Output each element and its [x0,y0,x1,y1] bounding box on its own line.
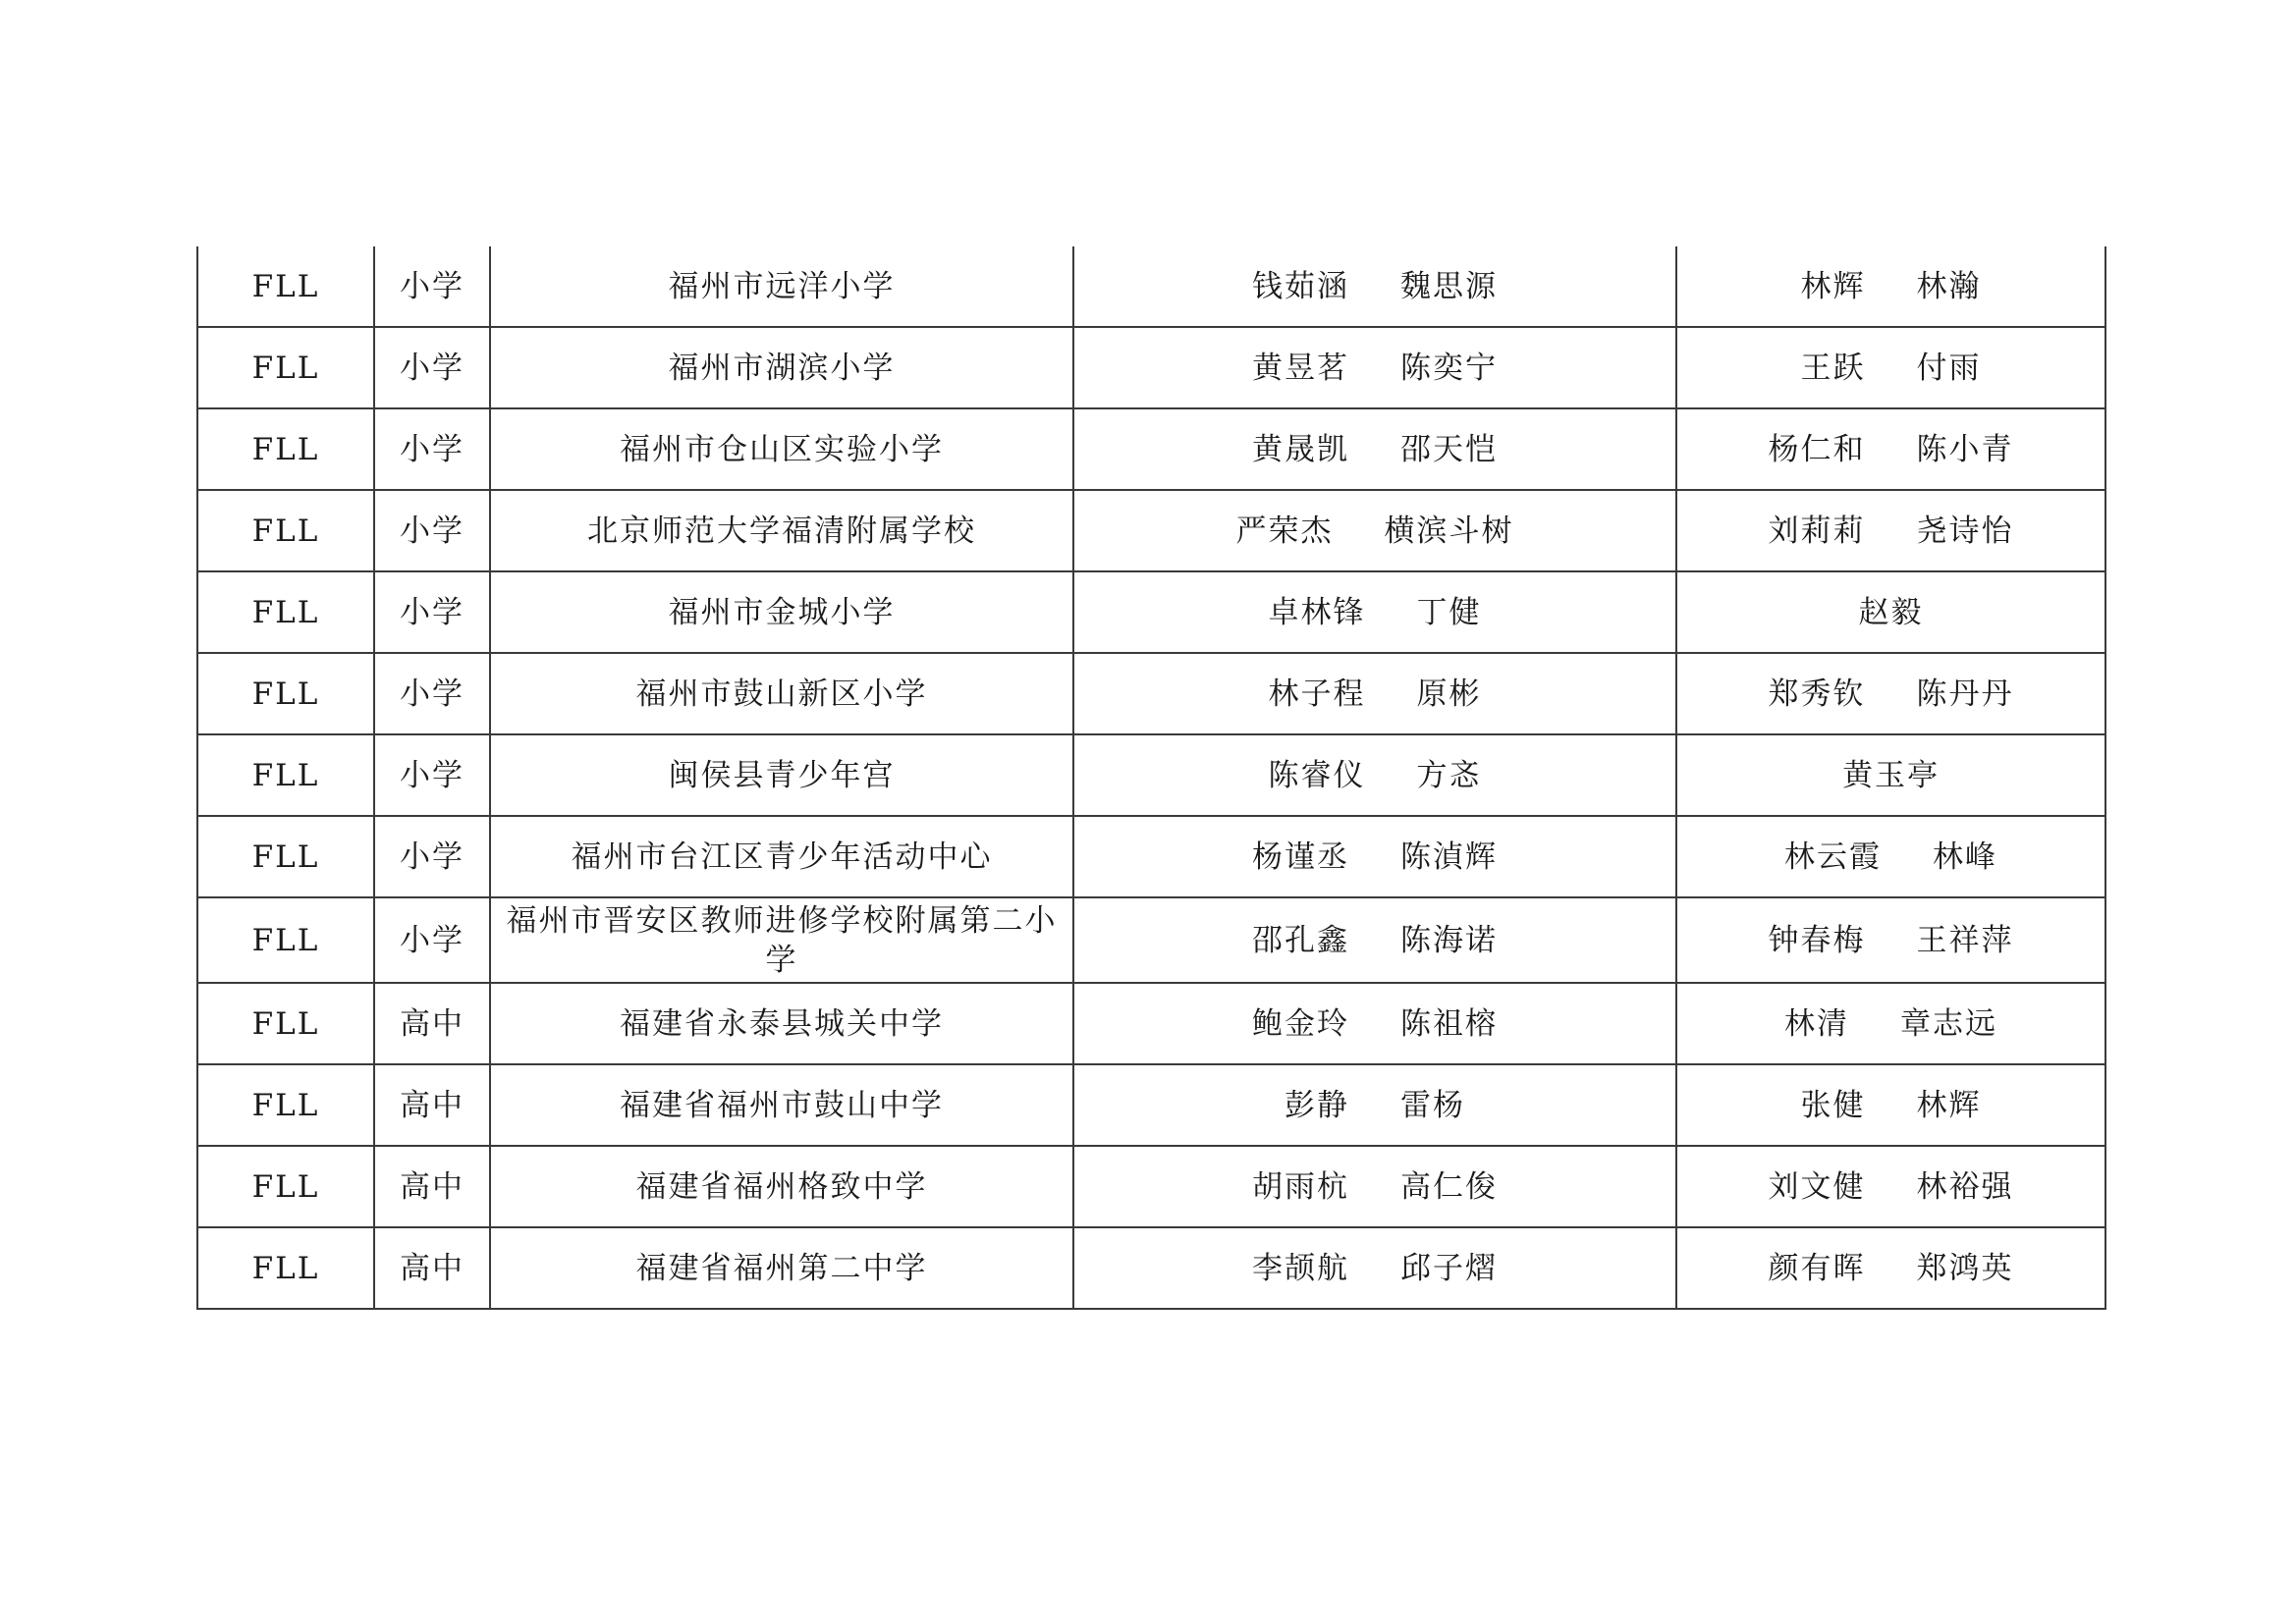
teacher-name: 刘莉莉 [1768,513,1866,549]
teachers-cell [1676,1146,2105,1227]
student-name: 邵天恺 [1400,431,1498,467]
student-name: 高仁俊 [1400,1168,1498,1205]
table-row [197,327,2105,408]
level-cell: 小学 [374,327,490,408]
table-row [197,571,2105,653]
school-cell: 福建省福州第二中学 [490,1227,1073,1309]
category-cell: FLL [197,983,374,1064]
teachers-cell [1676,983,2105,1064]
teachers-cell [1676,246,2105,327]
student-name: 陈湞辉 [1400,839,1498,875]
teachers-cell [1676,1227,2105,1309]
teacher-name: 颜有晖 [1768,1250,1866,1286]
category-cell: FLL [197,816,374,897]
level-cell: 小学 [374,408,490,490]
table-row [197,1146,2105,1227]
students-cell [1073,490,1676,571]
teacher-name: 赵毅 [1858,594,1924,630]
student-name: 陈睿仪 [1268,757,1366,793]
teacher-name: 尧诗怡 [1916,513,2014,549]
teacher-name: 杨仁和 [1768,431,1866,467]
student-name: 卓林锋 [1268,594,1366,630]
student-name: 钱茹涵 [1252,268,1349,304]
teacher-name: 陈丹丹 [1916,676,2014,712]
level-cell: 高中 [374,1064,490,1146]
teacher-name: 黄玉亭 [1842,757,1940,793]
table-row [197,1227,2105,1309]
category-cell: FLL [197,1227,374,1309]
school-cell: 福州市金城小学 [490,571,1073,653]
level-cell: 小学 [374,816,490,897]
table-row [197,734,2105,816]
student-name: 陈海诺 [1400,922,1498,958]
student-name: 杨谨丞 [1252,839,1349,875]
category-cell: FLL [197,734,374,816]
category-cell: FLL [197,653,374,734]
teachers-cell [1676,571,2105,653]
students-cell [1073,1146,1676,1227]
teacher-name: 付雨 [1916,350,1982,386]
student-name: 横滨斗树 [1384,513,1514,549]
school-cell: 福州市鼓山新区小学 [490,653,1073,734]
table-row [197,408,2105,490]
students-cell [1073,816,1676,897]
students-cell [1073,327,1676,408]
table-row [197,246,2105,327]
category-cell: FLL [197,1064,374,1146]
category-cell: FLL [197,1146,374,1227]
table-row [197,816,2105,897]
teacher-name: 林瀚 [1916,268,1982,304]
student-name: 林子程 [1268,676,1366,712]
students-cell [1073,983,1676,1064]
students-cell [1073,571,1676,653]
category-cell: FLL [197,246,374,327]
student-name: 原彬 [1416,676,1482,712]
student-name: 彭静 [1285,1087,1349,1123]
student-name: 鲍金玲 [1252,1005,1349,1042]
level-cell: 小学 [374,490,490,571]
school-cell: 福建省永泰县城关中学 [490,983,1073,1064]
teachers-cell [1676,490,2105,571]
teacher-name: 章志远 [1900,1005,1997,1042]
teacher-name: 刘文健 [1768,1168,1866,1205]
teachers-cell [1676,408,2105,490]
level-cell: 高中 [374,983,490,1064]
category-cell: FLL [197,571,374,653]
table-row [197,653,2105,734]
level-cell: 小学 [374,734,490,816]
teacher-name: 林裕强 [1916,1168,2014,1205]
teachers-cell [1676,734,2105,816]
school-cell: 福州市晋安区教师进修学校附属第二小学 [490,897,1073,983]
student-name: 李颉航 [1252,1250,1349,1286]
category-cell: FLL [197,490,374,571]
award-roster-table [196,246,2106,1310]
students-cell [1073,1064,1676,1146]
level-cell: 高中 [374,1227,490,1309]
category-cell: FLL [197,897,374,983]
level-cell: 小学 [374,246,490,327]
level-cell: 高中 [374,1146,490,1227]
students-cell [1073,408,1676,490]
student-name: 黄昱茗 [1252,350,1349,386]
school-cell: 福建省福州市鼓山中学 [490,1064,1073,1146]
teacher-name: 林辉 [1800,268,1866,304]
student-name: 丁健 [1416,594,1482,630]
category-cell: FLL [197,327,374,408]
teacher-name: 郑秀钦 [1768,676,1866,712]
roster-body [197,246,2105,1309]
student-name: 邱子熠 [1400,1250,1498,1286]
students-cell [1073,1227,1676,1309]
teacher-name: 张健 [1800,1087,1866,1123]
table-row [197,897,2105,983]
teacher-name: 林辉 [1916,1087,1982,1123]
students-cell [1073,897,1676,983]
school-cell: 福建省福州格致中学 [490,1146,1073,1227]
teachers-cell [1676,816,2105,897]
teachers-cell [1676,327,2105,408]
school-cell: 福州市远洋小学 [490,246,1073,327]
teacher-name: 林峰 [1933,839,1997,875]
student-name: 方忞 [1416,757,1482,793]
school-cell: 北京师范大学福清附属学校 [490,490,1073,571]
level-cell: 小学 [374,653,490,734]
student-name: 黄晟凯 [1252,431,1349,467]
category-cell: FLL [197,408,374,490]
teachers-cell [1676,653,2105,734]
student-name: 胡雨杭 [1252,1168,1349,1205]
teachers-cell [1676,1064,2105,1146]
students-cell [1073,734,1676,816]
table-row [197,490,2105,571]
school-cell: 福州市台江区青少年活动中心 [490,816,1073,897]
teacher-name: 王祥萍 [1916,922,2014,958]
teacher-name: 林清 [1784,1005,1849,1042]
teacher-name: 陈小青 [1916,431,2014,467]
school-cell: 闽侯县青少年宫 [490,734,1073,816]
table-row [197,1064,2105,1146]
level-cell: 小学 [374,897,490,983]
school-cell: 福州市仓山区实验小学 [490,408,1073,490]
student-name: 魏思源 [1400,268,1498,304]
student-name: 雷杨 [1400,1087,1465,1123]
teacher-name: 钟春梅 [1768,922,1866,958]
table-row [197,983,2105,1064]
students-cell [1073,653,1676,734]
teachers-cell [1676,897,2105,983]
level-cell: 小学 [374,571,490,653]
teacher-name: 王跃 [1800,350,1866,386]
school-cell: 福州市湖滨小学 [490,327,1073,408]
student-name: 陈祖榕 [1400,1005,1498,1042]
student-name: 邵孔鑫 [1252,922,1349,958]
students-cell [1073,246,1676,327]
student-name: 陈奕宁 [1400,350,1498,386]
student-name: 严荣杰 [1235,513,1334,549]
teacher-name: 林云霞 [1784,839,1882,875]
teacher-name: 郑鸿英 [1916,1250,2014,1286]
